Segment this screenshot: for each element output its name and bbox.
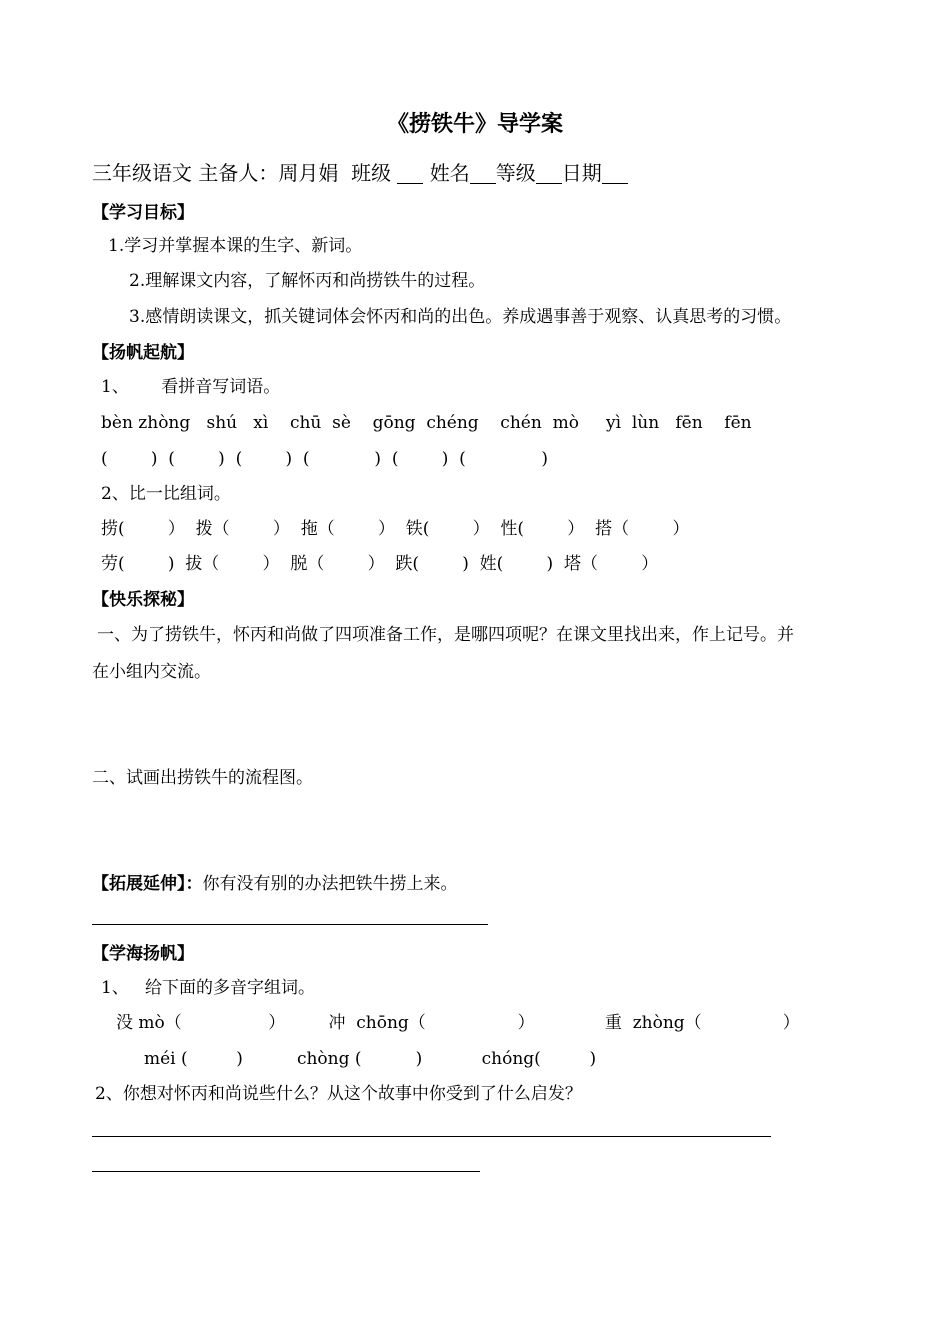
extend-section xyxy=(92,876,458,893)
pinyin-question: 1、 看拼音写词语。 xyxy=(101,377,281,397)
sea-heading: 【学海扬帆】 xyxy=(92,944,194,964)
explore-question-1: 一、为了捞铁牛，怀丙和尚做了四项准备工作，是哪四项呢？在课文里找出来，作上记号。并 xyxy=(97,625,794,645)
date-blank[interactable] xyxy=(602,163,628,184)
answer-line[interactable] xyxy=(92,924,488,925)
header-prefix: 三年级语文 主备人：周月娟 班级 xyxy=(92,161,392,185)
explore-heading: 【快乐探秘】 xyxy=(92,590,194,610)
extend-text: 你有没有别的办法把铁牛捞上来。 xyxy=(202,874,458,894)
answer-line[interactable] xyxy=(92,1171,480,1172)
grade-label: 等级 xyxy=(495,161,536,185)
goal-item: 1.学习并掌握本课的生字、新词。 xyxy=(108,236,363,256)
polyphone-question: 1、 给下面的多音字组词。 xyxy=(101,978,316,998)
explore-question-1-cont: 在小组内交流。 xyxy=(92,662,211,682)
pinyin-row: bèn zhòng shú xì chū sè gōng chéng chén mò yì lùn fēn fēn xyxy=(101,413,752,433)
compare-row[interactable]: 捞( ） 拨（ ） 拖（ ） 铁( ） 性( ） 搭（ ） xyxy=(101,519,690,539)
goals-heading: 【学习目标】 xyxy=(92,203,194,223)
extend-heading: 【拓展延伸】： xyxy=(92,874,203,894)
compare-row[interactable]: 劳( ) 拔（ ） 脱（ ） 跌( ) 姓( ) 塔（ ） xyxy=(101,554,659,574)
setsail-heading: 【扬帆起航】 xyxy=(92,343,194,363)
goal-item: 3.感情朗读课文，抓关键词体会怀丙和尚的出色。养成遇事善于观察、认真思考的习惯。 xyxy=(129,307,792,327)
name-label: 姓名 xyxy=(429,161,470,185)
answer-line[interactable] xyxy=(92,1136,771,1137)
compare-question: 2、比一比组词。 xyxy=(101,484,231,504)
page-title: 《捞铁牛》导学案 xyxy=(386,111,563,137)
grade-blank[interactable] xyxy=(536,163,562,184)
polyphone-row[interactable]: méi ( ) chòng ( ) chóng( ) xyxy=(144,1049,597,1069)
class-blank[interactable] xyxy=(397,163,423,184)
explore-question-2: 二、试画出捞铁牛的流程图。 xyxy=(92,768,313,788)
date-label: 日期 xyxy=(561,161,602,185)
pinyin-answer-blanks[interactable]: ( ) ( ) ( ) ( ) ( ) ( ) xyxy=(101,449,549,469)
reflection-question: 2、你想对怀丙和尚说些什么？从这个故事中你受到了什么启发？ xyxy=(95,1084,582,1104)
name-blank[interactable] xyxy=(470,163,496,184)
polyphone-row[interactable]: 没 mò（ ） 冲 chōng（ ） 重 zhòng（ ） xyxy=(116,1013,800,1033)
header-info xyxy=(92,163,628,184)
goal-item: 2.理解课文内容，了解怀丙和尚捞铁牛的过程。 xyxy=(129,271,486,291)
